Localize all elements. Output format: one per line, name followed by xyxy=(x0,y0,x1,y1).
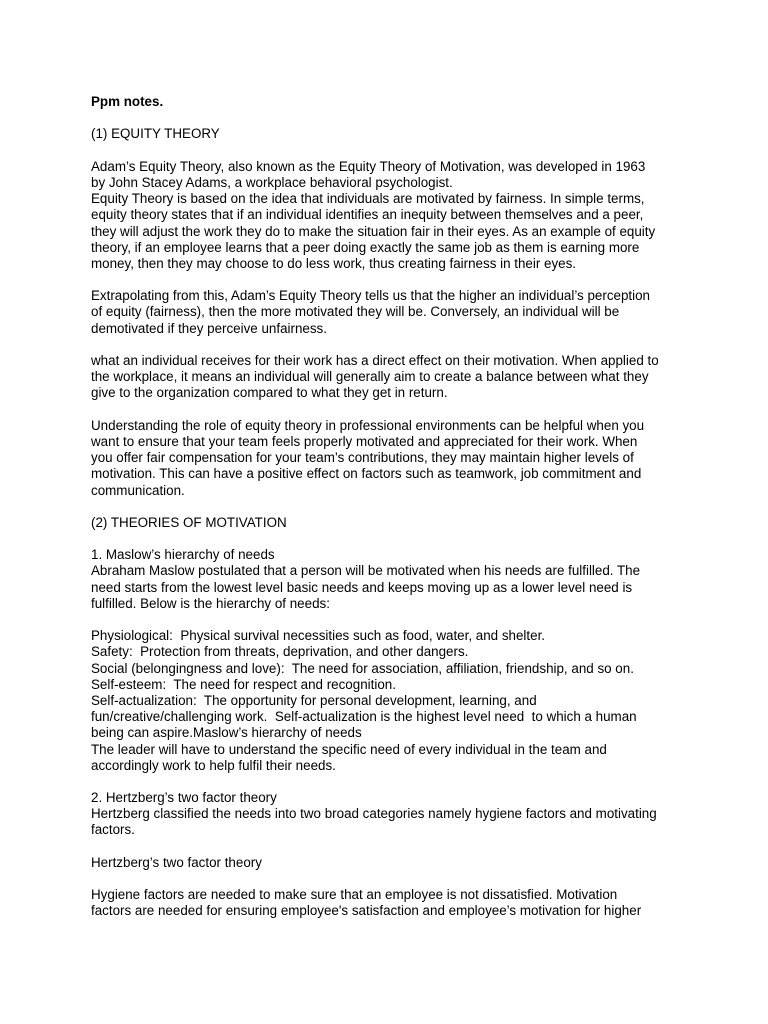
text-line: Safety: Protection from threats, deprivation, and other dangers. xyxy=(91,644,469,660)
text-line: The leader will have to understand the specific need of every individual in the team and xyxy=(91,741,607,757)
spacer xyxy=(91,337,691,353)
paragraph-hierarchy-of-needs-list xyxy=(91,628,691,774)
spacer xyxy=(91,774,691,790)
text-line: Self-actualization: The opportunity for personal development, learning, and xyxy=(91,692,537,708)
text-line: demotivated if they perceive unfairness. xyxy=(91,320,327,336)
text-line: Equity Theory is based on the idea that individuals are motivated by fairness. In simple terms, xyxy=(91,191,645,207)
section-heading-equity-theory: (1) EQUITY THEORY xyxy=(91,126,220,142)
text-line: factors. xyxy=(91,822,135,838)
text-line: 1. Maslow’s hierarchy of needs xyxy=(91,547,275,563)
spacer xyxy=(91,839,691,855)
section-heading-theories-of-motivation: (2) THEORIES OF MOTIVATION xyxy=(91,514,287,530)
spacer xyxy=(91,272,691,288)
text-line: Physiological: Physical survival necessities such as food, water, and shelter. xyxy=(91,628,546,644)
text-line: by John Stacey Adams, a workplace behavioral psychologist. xyxy=(91,174,453,190)
paragraph-hertzberg xyxy=(91,790,691,839)
text-line: of equity (fairness), then the more motivated they will be. Conversely, an individual will be xyxy=(91,304,620,320)
text-line: fulfilled. Below is the hierarchy of needs: xyxy=(91,595,330,611)
spacer xyxy=(91,402,691,418)
text-line: communication. xyxy=(91,482,185,498)
text-line: want to ensure that your team feels properly motivated and appreciated for their work. When xyxy=(91,433,638,449)
text-line: Adam’s Equity Theory, also known as the Equity Theory of Motivation, was developed in 1963 xyxy=(91,158,646,174)
text-line: they will adjust the work they do to make the situation fair in their eyes. As an example of equity xyxy=(91,223,656,239)
paragraph-hertzberg-subheading xyxy=(91,855,691,871)
spacer xyxy=(91,110,691,126)
text-line: Hertzberg’s two factor theory xyxy=(91,854,262,870)
text-line: motivation. This can have a positive effect on factors such as teamwork, job commitment and xyxy=(91,466,642,482)
text-line: 2. Hertzberg’s two factor theory xyxy=(91,790,277,806)
paragraph-understanding-role xyxy=(91,418,691,499)
text-line: money, then they may choose to do less work, thus creating fairness in their eyes. xyxy=(91,255,577,271)
text-line: need starts from the lowest level basic needs and keeps moving up as a lower level need is xyxy=(91,579,633,595)
spacer xyxy=(91,143,691,159)
paragraph-hygiene-factors xyxy=(91,887,691,919)
text-line: Abraham Maslow postulated that a person will be motivated when his needs are fulfilled. The xyxy=(91,563,641,579)
paragraph-maslow xyxy=(91,547,691,612)
paragraph-what-individual-receives xyxy=(91,353,691,402)
text-line: accordingly work to help fulfil their needs. xyxy=(91,757,336,773)
text-line: fun/creative/challenging work. Self-actualization is the highest level need to which a human xyxy=(91,709,637,725)
text-line: Understanding the role of equity theory in professional environments can be helpful when you xyxy=(91,417,645,433)
spacer xyxy=(91,499,691,515)
text-line: you offer fair compensation for your team’s contributions, they may maintain higher levels of xyxy=(91,450,634,466)
text-line: factors are needed for ensuring employee's satisfaction and employee’s motivation for higher xyxy=(91,903,642,919)
text-line: equity theory states that if an individual identifies an inequity between themselves and a peer, xyxy=(91,207,644,223)
text-line: what an individual receives for their work has a direct effect on their motivation. When applied to xyxy=(91,353,659,368)
text-line: being can aspire.Maslow’s hierarchy of needs xyxy=(91,725,362,741)
text-line: Hertzberg classified the needs into two broad categories namely hygiene factors and motivating xyxy=(91,806,657,822)
text-line: Self-esteem: The need for respect and recognition. xyxy=(91,676,396,692)
text-line: the workplace, it means an individual will generally aim to create a balance between what they xyxy=(91,369,649,385)
paragraph-equity-intro xyxy=(91,159,691,272)
spacer xyxy=(91,531,691,547)
document-body xyxy=(91,94,691,920)
text-line: theory, if an employee learns that a peer doing exactly the same job as them is earning more xyxy=(91,239,640,255)
text-line: give to the organization compared to what they get in return. xyxy=(91,385,448,401)
spacer xyxy=(91,612,691,628)
document-title: Ppm notes. xyxy=(91,94,164,109)
text-line: Hygiene factors are needed to make sure that an employee is not dissatisfied. Motivation xyxy=(91,887,618,903)
spacer xyxy=(91,871,691,887)
text-line: Extrapolating from this, Adam’s Equity Theory tells us that the higher an individual’s perception xyxy=(91,288,650,304)
text-line: Social (belongingness and love): The need for association, affiliation, friendship, and so on. xyxy=(91,660,634,676)
paragraph-extrapolating xyxy=(91,288,691,337)
